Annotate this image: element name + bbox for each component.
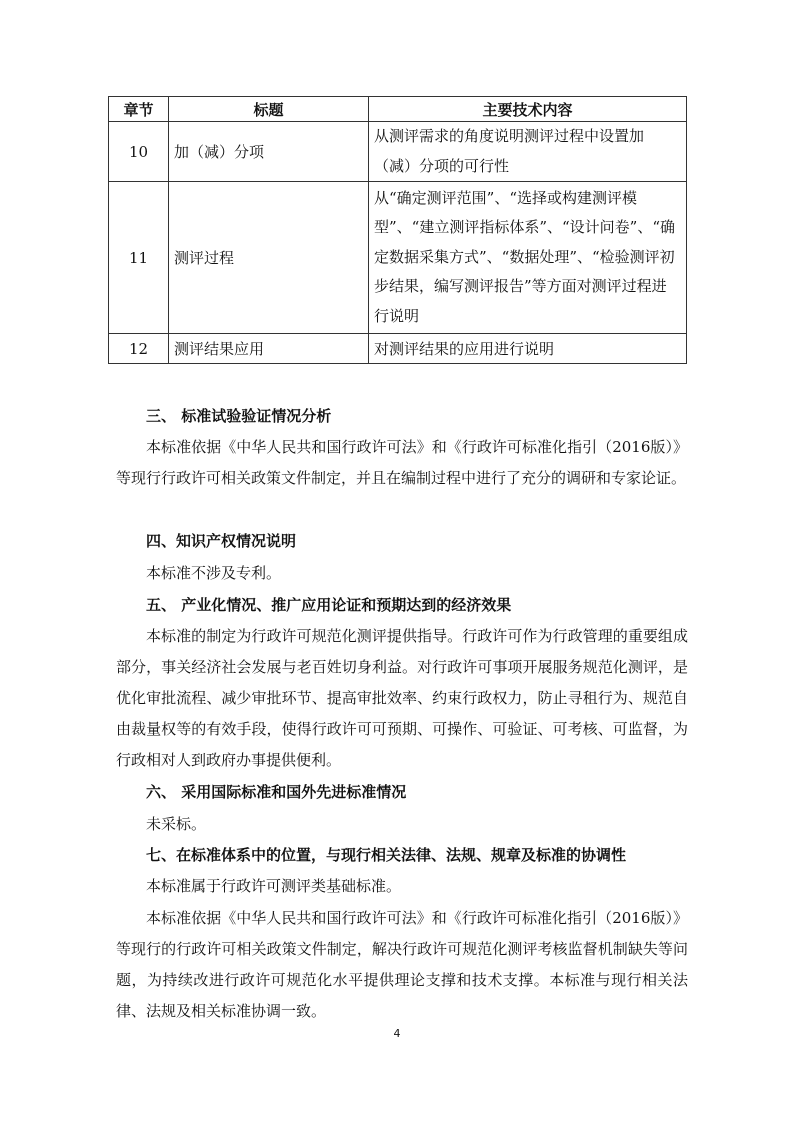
- table-header-row: [109, 97, 687, 122]
- table-row: [109, 122, 687, 182]
- page-number: 4: [393, 1027, 401, 1040]
- row-title: 测评结果应用: [169, 334, 369, 364]
- section-heading-6: 六、 采用国际标准和国外先进标准情况: [146, 783, 407, 801]
- row-content: 从“确定测评范围”、“选择或构建测评模型”、“建立测评指标体系”、“设计问卷”、“确定数据采集方式”、“数据处理”、“检验测评初步结果，编写测评报告”等方面对测评过程进行说明: [369, 182, 687, 334]
- section-body-5: 本标准的制定为行政许可规范化测评提供指导。行政许可作为行政管理的重要组成部分，事关经济社会发展与老百姓切身利益。对行政许可事项开展服务规范化测评，是优化审批流程、减少审批环节、提高审批效率、约束行政权力，防止寻租行为、规范自由裁量权等的有效手段，使得行政许可可预期、可操作、可验证、可考核、可监督，为行政相对人到政府办事提供便利。: [116, 627, 688, 769]
- section-heading-5: 五、 产业化情况、推广应用论证和预期达到的经济效果: [146, 596, 512, 614]
- section-body-7b: 本标准依据《中华人民共和国行政许可法》和《行政许可标准化指引（2016版）》等现行的行政许可相关政策文件制定，解决行政许可规范化测评考核监督机制缺失等问题，为持续改进行政许可规范化水平提供理论支撑和技术支撑。本标准与现行相关法律、法规及相关标准协调一致。: [116, 909, 688, 1020]
- section-heading-3: 三、 标准试验验证情况分析: [146, 407, 332, 425]
- header-title: 标题: [169, 97, 369, 122]
- header-chapter: 章节: [109, 97, 169, 122]
- row-chapter-number: 10: [109, 122, 169, 182]
- table-row: [109, 334, 687, 364]
- table-row: [109, 182, 687, 334]
- section-heading-7: 七、在标准体系中的位置，与现行相关法律、法规、规章及标准的协调性: [146, 846, 627, 864]
- row-chapter-number: 12: [109, 334, 169, 364]
- row-content: 从测评需求的角度说明测评过程中设置加（减）分项的可行性: [369, 122, 687, 182]
- section-body-3: 本标准依据《中华人民共和国行政许可法》和《行政许可标准化指引（2016版）》等现行行政许可相关政策文件制定，并且在编制过程中进行了充分的调研和专家论证。: [116, 438, 688, 487]
- header-content: 主要技术内容: [369, 97, 687, 122]
- technical-content-table: [108, 96, 687, 364]
- section-body-4: 本标准不涉及专利。: [146, 564, 282, 582]
- row-content: 对测评结果的应用进行说明: [369, 334, 687, 364]
- row-title: 测评过程: [169, 182, 369, 334]
- section-body-7a: 本标准属于行政许可测评类基础标准。: [146, 877, 402, 895]
- row-chapter-number: 11: [109, 182, 169, 334]
- section-heading-4: 四、知识产权情况说明: [146, 532, 297, 550]
- section-body-6: 未采标。: [146, 815, 207, 833]
- row-title: 加（减）分项: [169, 122, 369, 182]
